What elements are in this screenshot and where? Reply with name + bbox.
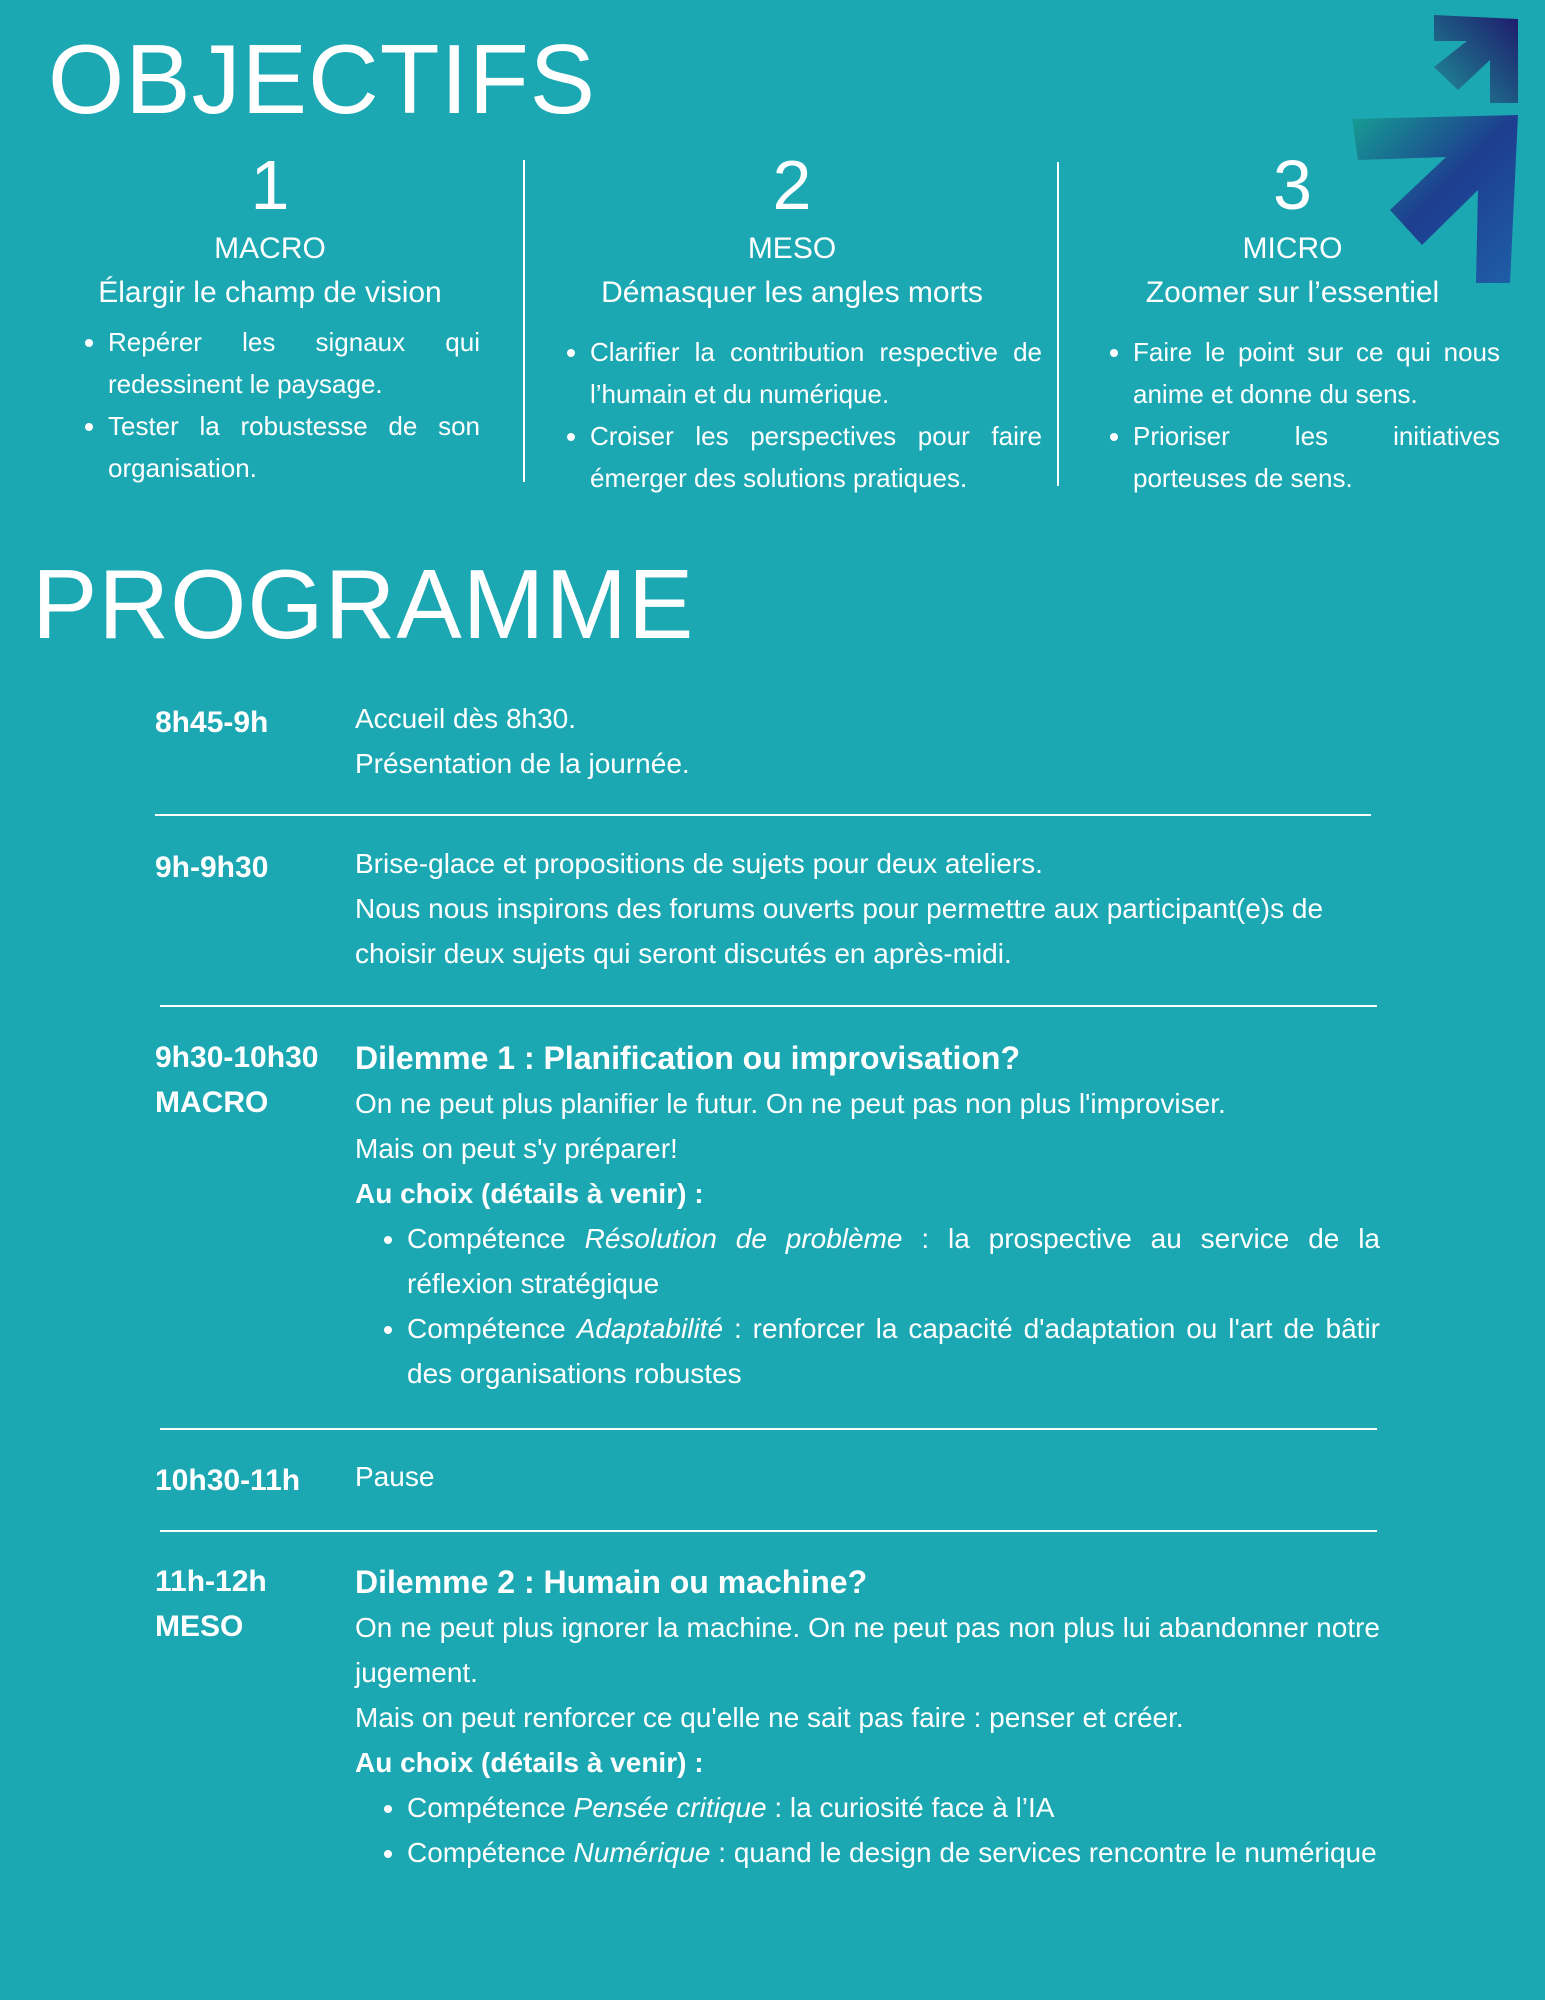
row-divider <box>160 1530 1377 1532</box>
objective-bullet: • Tester la robustesse de son organisation. <box>108 405 480 489</box>
skill-option <box>407 1216 1380 1306</box>
time-label: 11h-12h <box>155 1565 267 1598</box>
objective-goal: Zoomer sur l’essentiel <box>1145 276 1440 309</box>
schedule-content <box>355 696 1380 786</box>
schedule-time <box>155 700 268 745</box>
objective-number: 1 <box>250 146 290 224</box>
programme-title: PROGRAMME <box>32 549 695 659</box>
skill-name: Résolution de problème <box>584 1223 903 1254</box>
column-divider <box>1057 162 1059 486</box>
skill-description: : la prospective au service de la réflexion stratégique <box>407 1223 1380 1299</box>
choice-label: Au choix (détails à venir) : <box>355 1747 704 1778</box>
schedule-line: Pause <box>355 1461 435 1492</box>
objective-column-2 <box>542 145 1042 499</box>
time-label: 9h-9h30 <box>155 851 269 884</box>
skill-description: : quand le design de services rencontre le numérique <box>710 1837 1377 1868</box>
schedule-line: Mais on peut s'y préparer! <box>355 1133 678 1164</box>
skill-description: : la curiosité face à l’IA <box>766 1792 1055 1823</box>
schedule-line: Nous nous inspirons des forums ouverts pour permettre aux participant(e)s de choisir deux sujets qui seront discutés en après-midi. <box>355 893 1324 969</box>
objective-bullets <box>542 331 1042 499</box>
dilemma-title: Dilemme 1 : Planification ou improvisation? <box>355 1040 1020 1076</box>
objective-number: 3 <box>1273 146 1312 224</box>
objective-bullets <box>60 321 480 489</box>
objectifs-title: OBJECTIFS <box>48 24 597 134</box>
objective-column-3 <box>1085 145 1500 499</box>
level-label: MACRO <box>155 1086 269 1119</box>
skill-prefix: Compétence <box>407 1313 577 1344</box>
objective-level: MACRO <box>214 232 326 265</box>
level-label: MESO <box>155 1610 244 1643</box>
schedule-line: Mais on peut renforcer ce qu'elle ne sait pas faire : penser et créer. <box>355 1702 1184 1733</box>
objective-level: MICRO <box>1242 232 1343 265</box>
skill-prefix: Compétence <box>407 1223 585 1254</box>
column-divider <box>523 160 525 482</box>
row-divider <box>160 1005 1377 1007</box>
time-label: 10h30-11h <box>155 1464 301 1497</box>
skill-prefix: Compétence <box>407 1837 574 1868</box>
time-label: 9h30-10h30 <box>155 1041 319 1074</box>
skill-options <box>355 1785 1380 1875</box>
schedule-line: Brise-glace et propositions de sujets pour deux ateliers. <box>355 848 1043 879</box>
skill-name: Adaptabilité <box>576 1313 724 1344</box>
skill-option <box>407 1830 1380 1875</box>
objective-bullet: • Prioriser les initiatives porteuses de sens. <box>1133 415 1500 499</box>
row-divider <box>160 1428 1377 1430</box>
schedule-content <box>355 841 1380 976</box>
schedule-time <box>155 1035 318 1125</box>
time-label: 8h45-9h <box>155 706 269 739</box>
skill-description: : renforcer la capacité d'adaptation ou l'art de bâtir des organisations robustes <box>407 1313 1380 1389</box>
objective-bullet: • Repérer les signaux qui redessinent le paysage. <box>108 321 480 405</box>
schedule-line: Accueil dès 8h30. <box>355 703 577 734</box>
dilemma-title: Dilemme 2 : Humain ou machine? <box>355 1564 868 1600</box>
objective-bullet: • Faire le point sur ce qui nous anime et donne du sens. <box>1133 331 1500 415</box>
objective-level: MESO <box>747 232 837 265</box>
skill-options <box>355 1216 1380 1396</box>
objective-goal: Démasquer les angles morts <box>601 276 983 309</box>
skill-prefix: Compétence <box>407 1792 574 1823</box>
objective-bullet: • Clarifier la contribution respective de l’humain et du numérique. <box>590 331 1042 415</box>
schedule-content <box>355 1559 1380 1875</box>
schedule-line: On ne peut plus planifier le futur. On ne peut pas non plus l'improviser. <box>355 1088 1226 1119</box>
skill-option <box>407 1306 1380 1396</box>
schedule-content <box>355 1454 1380 1499</box>
row-divider <box>155 814 1371 816</box>
schedule-time <box>155 1559 267 1649</box>
objective-column-1 <box>60 145 480 489</box>
objective-bullet: • Croiser les perspectives pour faire émerger des solutions pratiques. <box>590 415 1042 499</box>
schedule-time <box>155 845 268 890</box>
skill-option <box>407 1785 1380 1830</box>
schedule-content <box>355 1035 1380 1396</box>
objective-bullets <box>1085 331 1500 499</box>
skill-name: Numérique <box>573 1837 711 1868</box>
skill-name: Pensée critique <box>573 1792 767 1823</box>
schedule-line: On ne peut plus ignorer la machine. On ne peut pas non plus lui abandonner notre jugement. <box>355 1612 1380 1688</box>
objective-number: 2 <box>772 146 812 224</box>
schedule-time <box>155 1458 300 1503</box>
objective-goal: Élargir le champ de vision <box>98 276 442 309</box>
choice-label: Au choix (détails à venir) : <box>355 1178 704 1209</box>
schedule-line: Présentation de la journée. <box>355 748 690 779</box>
